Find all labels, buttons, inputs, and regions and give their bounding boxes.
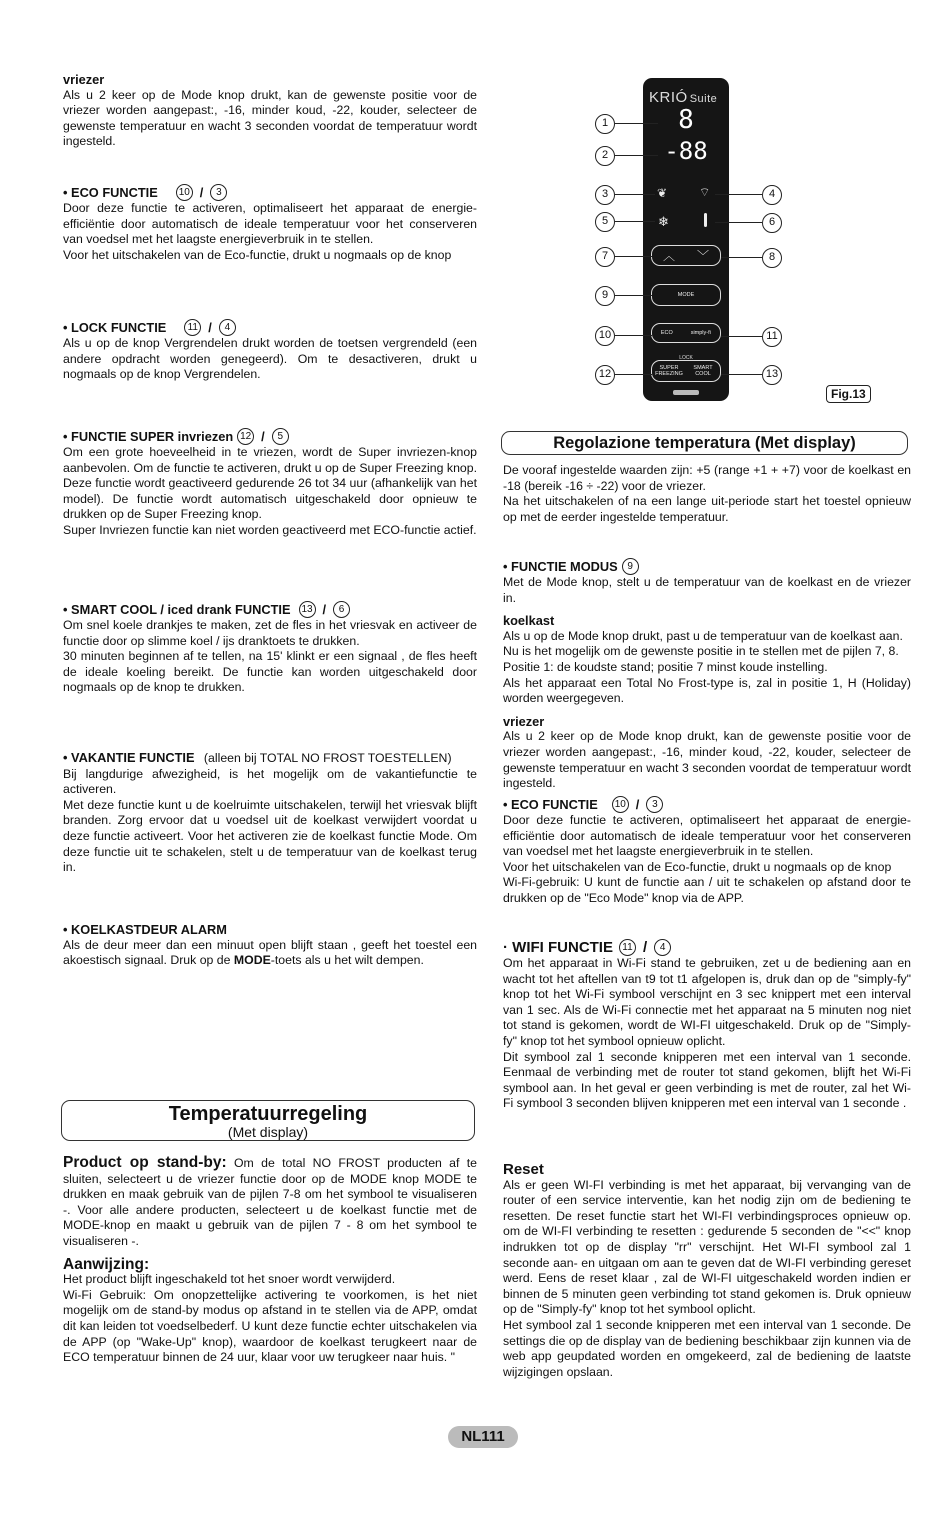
super-text: Om een grote hoeveelheid in te vriezen, wordt de Super invriezen-knop aanbevolen. Om de functie te activeren, drukt u op de Super Freezing knop. Deze functie wordt geactiveerd gedurende 26 tot 34 uur (afhankelijk van het model). De functie wordt automatisch uitgeschakeld door opnieuw te drukken op de Super Freezing knop. — [63, 445, 477, 522]
eco-text-right: Door deze functie te activeren, optimaliseert het apparaat de energie-efficiëntie door automatisch de ideale temperatuur voor het conserveren van voedsel met het laagste energieverbruik in te stellen. — [503, 813, 911, 859]
alarm-section — [63, 922, 477, 969]
leaf-icon: ❦ — [657, 186, 668, 200]
eco-simply-buttons[interactable] — [651, 323, 721, 343]
figure-label: Fig.13 — [826, 385, 871, 403]
vakantie-note: (alleen bij TOTAL NO FROST TOESTELLEN) — [203, 751, 452, 765]
vakantie-section — [63, 750, 477, 876]
callout-9: 9 — [595, 286, 615, 306]
callout-3: 3 — [595, 185, 615, 205]
super-freezing-button[interactable]: SUPER FREEZING — [655, 365, 683, 377]
down-arrow-icon[interactable]: ﹀ — [696, 248, 709, 263]
standby-section — [63, 1155, 477, 1366]
vakantie-text: Bij langdurige afwezigheid, is het mogelijk om de vakantiefunctie te activeren. — [63, 766, 477, 797]
alarm-text: Als de deur meer dan een minuut open blijft staan , geeft het toestel een akoestisch signaal. Druk op de MODE-toets als u het wilt dempen. — [63, 937, 477, 968]
callout-11: 11 — [762, 327, 782, 347]
koelkast-text2: Nu is het mogelijk om de gewenste positie in te stellen met de pijlen 7, 8. — [503, 644, 899, 659]
callout-ref: 4 — [654, 939, 671, 956]
eco-text2-right: Voor het uitschakelen van de Eco-functie, drukt u nogmaals op de knop — [503, 859, 892, 874]
wifi-heading: · WIFI FUNCTIE 11 / 4 — [503, 939, 911, 956]
callout-ref: 12 — [237, 428, 254, 445]
vriezer-text-right: Als u 2 keer op de Mode knop drukt, kan de gewenste positie voor de vriezer worden aangepast:, -16, minder koud, -22, kouder, selecteer de gewenste temperatuur en wacht 3 seconden voordat de temperatuur wordt ingesteld. — [503, 729, 911, 791]
snowflake-icon: ❄ — [658, 214, 669, 229]
reset-text: Als er geen WI-FI verbinding is met het apparaat, bij vervanging van de router of een service interventie, kan het nodig zijn om de bediening te resetten. De reset functie start het WI-FI verbindingsproces opnieuw op. om de WI-FI verbinding te resetten : gedurende 5 seconden de "<<" knop indrukken tot op de display "rr" verschijnt. Het WI-FI symbool zal 1 seconde aan- en uitgaan om aan te geven dat de WI-FI verbinding gereset werd. Eens de reset klaar , zal de WI-FI uitgeschakeld worden indien er binnen de 5 minuten geen verbinding tot stand gekomen is. Druk opnieuw op de "Simply-fy" knop tot het symbool oplicht. — [503, 1177, 911, 1317]
super-section — [63, 428, 477, 539]
smart-title: • SMART COOL / iced drank FUNCTIE — [63, 601, 291, 617]
vriezer-title-right: vriezer — [503, 713, 545, 729]
modus-heading — [503, 558, 911, 575]
callout-ref: 11 — [184, 319, 201, 336]
koelkast-text4: Als het apparaat een Total No Frost-type is, zal in positie 1, H (Holiday) worden weergegeven. — [503, 675, 911, 706]
callout-5: 5 — [595, 212, 615, 232]
eco-section — [63, 184, 477, 263]
wifi-text2: Dit symbool zal 1 seconde knipperen met een interval van 1 seconde. Eenmaal de verbinding met de router tot stand gekomen, blijft het Wi-Fi symbool aan. In het geval er geen verbinding is met de router, zal het Wi-Fi symbool 3 seconden blijven knipperen met een interval van 1 seconde . — [503, 1049, 911, 1111]
callout-ref: 10 — [612, 796, 629, 813]
callout-2: 2 — [595, 146, 615, 166]
standby-text: Product op stand-by: Om de total NO FROST producten af te sluiten, selecteert u de vriezer functie door op de MODE knop MODE te drukken en maak gebruik van de pijlen 7-8 om het symbool te visualiseren -. Voor alle andere producten, selecteert u de koelkast functie met de MODE-knop en maakt u gebruik van de pijlen 7 - 8 om het symbool te visualiseren -. — [63, 1154, 478, 1248]
eco-title-right: • ECO FUNCTIE — [503, 796, 598, 812]
mode-button[interactable]: MODE — [651, 284, 721, 306]
vakantie-text2: Met deze functie kunt u de koelruimte uitschakelen, terwijl het vriesvak blijft branden. Zorg ervoor dat u voedsel uit de koelkast verwijdert voordat u deze functie activeert. Voor het activeren zie de koelkast functie Mode. Om deze functie uit te schakelen, stelt u de temperatuur van de koelkast terug in. — [63, 797, 477, 875]
callout-ref: 6 — [333, 601, 350, 618]
koelkast-text3: Positie 1: de koudste stand; positie 7 minst koude instelling. — [503, 659, 828, 674]
temperatuurregeling-box — [61, 1100, 475, 1141]
lock-heading: • LOCK FUNCTIE 11 / 4 — [63, 319, 477, 336]
callout-4: 4 — [762, 185, 782, 205]
callout-ref: 11 — [619, 939, 636, 956]
callout-1: 1 — [595, 114, 615, 134]
lock-text: Als u op de knop Vergrendelen drukt worden de toetsen vergrendeld (een andere opdracht worden genegeerd). Om te desactiveren, drukt u nogmaals op de knop Vergrendelen. — [63, 336, 477, 382]
lock-title: • LOCK FUNCTIE — [63, 319, 167, 335]
callout-ref: 13 — [299, 601, 316, 618]
smart-heading: • SMART COOL / iced drank FUNCTIE 13 / 6 — [63, 601, 477, 618]
aanwijzing-title: Aanwijzing: — [63, 1255, 150, 1273]
callout-7: 7 — [595, 247, 615, 267]
wifi-section — [503, 939, 911, 1112]
super-text2: Super Invriezen functie kan niet worden geactiveerd met ECO-functie actief. — [63, 522, 477, 537]
smart-section — [63, 601, 477, 696]
standby-title: Product op stand-by: — [63, 1154, 227, 1171]
eco-text2: Voor het uitschakelen van de Eco-functie, drukt u nogmaals op de knop — [63, 247, 452, 262]
panel-brand: KRIÓ Suite — [649, 89, 718, 106]
reset-text2: Het symbool zal 1 seconde knipperen met een interval van 1 seconde. De settings die op de display van de bediening beschikbaar zijn kunnen via de web app geupdated worden en omgekeerd, zal de bediening de laatste wijzigingen opslaan. — [503, 1317, 911, 1379]
callout-ref: 10 — [176, 184, 193, 201]
eco-text3-right: Wi-Fi-gebruik: U kunt de functie aan / uit te schakelen op afstand door te drukken op de "Eco Mode" knop via de APP. — [503, 875, 911, 905]
arrow-buttons[interactable] — [651, 245, 721, 266]
regolazione-title: Regolazione temperatura (Met display) — [553, 434, 856, 452]
super-title: • FUNCTIE SUPER invriezen — [63, 428, 234, 444]
wifi-title: · WIFI FUNCTIE — [503, 938, 613, 956]
intro-section — [503, 463, 911, 525]
simply-fi-button[interactable]: simply-fi — [690, 330, 711, 336]
modus-section — [503, 558, 911, 792]
callout-10: 10 — [595, 326, 615, 346]
intro-text2: Na het uitschakelen of na een lange uit-periode start het toestel opnieuw op met de eerder ingestelde temperatuur. — [503, 494, 911, 524]
control-panel — [643, 78, 729, 401]
aanwijzing-text: Het product blijft ingeschakeld tot het snoer wordt verwijderd. — [63, 1272, 396, 1287]
eco-heading: • ECO FUNCTIE 10 / 3 — [63, 184, 477, 201]
up-arrow-icon[interactable]: ︿ — [662, 248, 675, 263]
reset-title: Reset — [503, 1161, 544, 1178]
koelkast-title: koelkast — [503, 613, 555, 629]
super-smart-buttons[interactable] — [651, 360, 721, 382]
callout-ref: 3 — [210, 184, 227, 201]
smart-cool-button[interactable]: SMART COOL — [693, 365, 713, 377]
lock-section — [63, 319, 477, 383]
bottle-icon — [704, 213, 707, 227]
smart-text2: 30 minuten beginnen af te tellen, na 15' klinkt er een signaal , de fles heeft de ideale koeling bereikt. De functie kan worden uitgeschakeld door nogmaals op de knop te drukken. — [63, 649, 477, 695]
eco-section-right — [503, 796, 911, 907]
page-number: NL111 — [448, 1426, 518, 1448]
vakantie-heading — [63, 750, 477, 767]
eco-title: • ECO FUNCTIE — [63, 184, 158, 200]
lock-label: LOCK — [679, 355, 693, 361]
alarm-title: • KOELKASTDEUR ALARM — [63, 922, 227, 937]
eco-button[interactable]: ECO — [660, 330, 673, 336]
vriezer-text: Als u 2 keer op de Mode knop drukt, kan de gewenste positie voor de vriezer worden aangepast:, -16, minder koud, -22, kouder, selecteer de gewenste temperatuur en wacht 3 seconden voordat de temperatuur wordt ingesteld. — [63, 87, 477, 149]
callout-13: 13 — [762, 365, 782, 385]
display-digit-top: 8 — [678, 105, 694, 135]
vriezer-title: vriezer — [63, 72, 105, 87]
callout-12: 12 — [595, 365, 615, 385]
modus-text: Met de Mode knop, stelt u de temperatuur van de koelkast en de vriezer in. — [503, 575, 911, 605]
vakantie-title: • VAKANTIE FUNCTIE — [63, 750, 195, 765]
callout-6: 6 — [762, 213, 782, 233]
wifi-text: Om het apparaat in Wi-Fi stand te gebruiken, zet u de bediening aan en wacht tot het aftellen van t9 tot t1 afgelopen is, druk dan op de "simply-fy" knop tot het Wi-Fi symbool verschijnt en 3 sec knippert met een interval van 1 sec. Als de Wi-Fi connectie met het apparaat na 5 minuten nog niet tot stand is gekomen, wordt de WI-FI uitgeschakeld. Druk op de "Simply-fy" knop tot het symbool opnieuw oplicht. — [503, 956, 911, 1048]
callout-8: 8 — [762, 248, 782, 268]
eco-heading-right: • ECO FUNCTIE 10 / 3 — [503, 796, 911, 813]
panel-logo — [673, 390, 699, 395]
callout-ref: 4 — [219, 319, 236, 336]
vriezer-section — [63, 72, 477, 150]
intro-text: De vooraf ingestelde waarden zijn: +5 (range +1 + +7) voor de koelkast en -18 (bereik -16 ÷ -22) voor de vriezer. — [503, 463, 911, 493]
callout-ref: 5 — [272, 428, 289, 445]
box-subtitle: (Met display) — [227, 1124, 309, 1140]
smart-text: Om snel koele drankjes te maken, zet de fles in het vriesvak en activeer de functie door op slimme koel / ijs dranktoets te drukken. — [63, 618, 477, 648]
reset-section — [503, 1162, 911, 1380]
callout-ref: 9 — [622, 558, 639, 575]
modus-title: • FUNCTIE MODUS — [503, 558, 618, 574]
aanwijzing-text2: Wi-Fi Gebruik: Om onopzettelijke activering te voorkomen, is het niet mogelijk om de stand-by modus op afstand in te stellen via de APP, omdat dit kan leiden tot voedselbederf. U kunt deze functie echter uitschakelen via de APP (op "Wake-Up" knop), waardoor de koelkast terugkeert naar de ECO temperatuur binnen de 24 uur, klaar voor uw terugkeer naar huis. " — [63, 1287, 477, 1365]
display-digit-bottom: -88 — [664, 137, 708, 165]
box-title: Temperatuurregeling — [168, 1103, 368, 1125]
koelkast-text: Als u op de Mode knop drukt, past u de temperatuur van de koelkast aan. — [503, 628, 903, 643]
callout-ref: 3 — [646, 796, 663, 813]
eco-text: Door deze functie te activeren, optimaliseert het apparaat de energie-efficiëntie door automatisch de ideale temperatuur voor het conserveren van voedsel met het laagste energieverbruik in te stellen. — [63, 201, 477, 247]
wifi-icon: ⌔ — [699, 185, 711, 199]
super-heading: • FUNCTIE SUPER invriezen 12 / 5 — [63, 428, 477, 445]
regolazione-box — [501, 431, 908, 455]
